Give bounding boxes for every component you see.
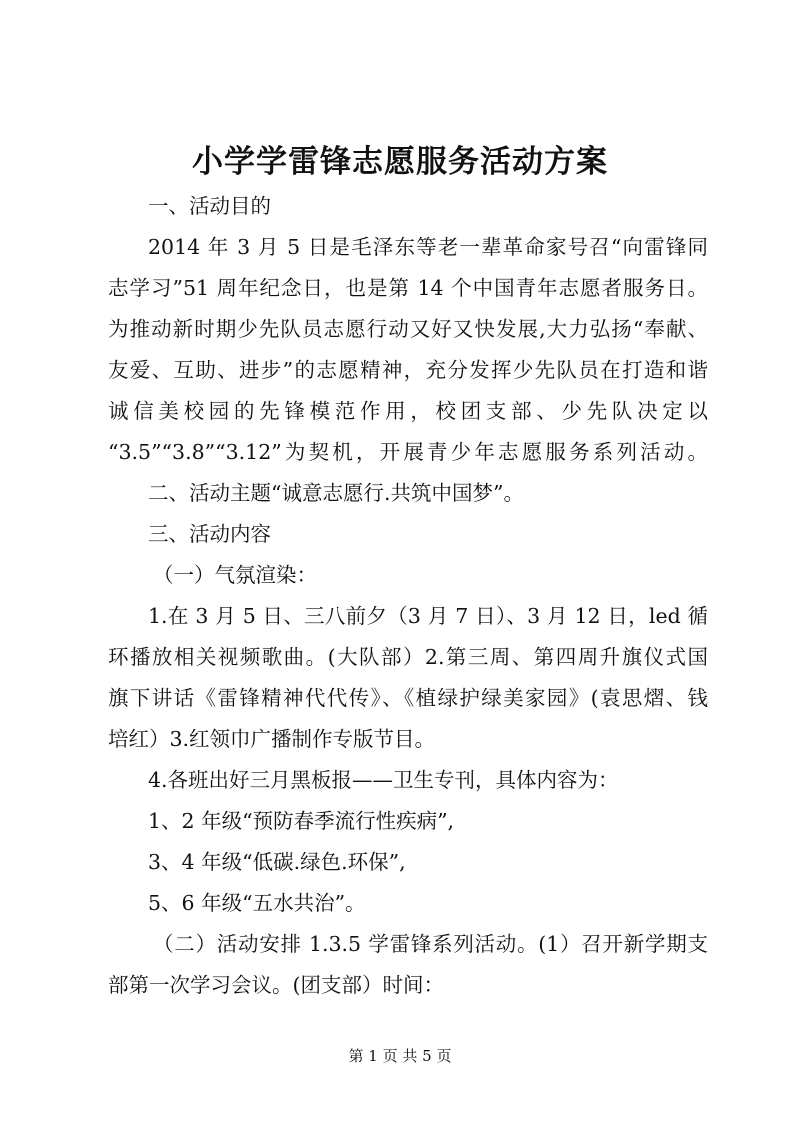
paragraph-line: 环播放相关视频歌曲。(大队部）2.第三周、第四周升旗仪式国 bbox=[108, 645, 708, 669]
paragraph-line: 培红）3.红领巾广播制作专版节目。 bbox=[108, 727, 436, 751]
page-footer: 第 1 页 共 5 页 bbox=[348, 1047, 452, 1065]
paragraph-line: 2014 年 3 月 5 日是毛泽东等老一辈革命家号召“向雷锋同 bbox=[148, 235, 708, 259]
paragraph-line: 志学习”51 周年纪念日，也是第 14 个中国青年志愿者服务日。 bbox=[108, 276, 708, 300]
paragraph-line: “3.5”“3.8”“3.12”为契机，开展青少年志愿服务系列活动。 bbox=[108, 440, 708, 464]
paragraph-line: 旗下讲话《雷锋精神代代传》、《植绿护绿美家园》(袁思熠、钱 bbox=[108, 686, 708, 710]
paragraph-line: 诚信美校园的先锋模范作用，校团支部、少先队决定以 bbox=[108, 399, 708, 423]
paragraph-line: 1.在 3 月 5 日、三八前夕（3 月 7 日）、3 月 12 日，led 循 bbox=[148, 604, 708, 628]
subsection-heading-arrangement: （二）活动安排 1.3.5 学雷锋系列活动。(1）召开新学期支 bbox=[153, 932, 708, 956]
section-heading-theme: 二、活动主题“诚意志愿行.共筑中国梦”。 bbox=[148, 481, 524, 505]
document-title: 小学学雷锋志愿服务活动方案 bbox=[192, 144, 608, 180]
document-body bbox=[108, 186, 708, 1006]
list-item: 5、6 年级“五水共治”。 bbox=[148, 891, 366, 915]
list-item: 3、4 年级“低碳.绿色.环保”, bbox=[148, 850, 406, 874]
list-item: 1、2 年级“预防春季流行性疾病”, bbox=[148, 809, 455, 833]
section-heading-content: 三、活动内容 bbox=[148, 522, 271, 546]
paragraph-line: 为推动新时期少先队员志愿行动又好又快发展,大力弘扬“奉献、 bbox=[108, 317, 708, 341]
paragraph-line: 友爱、互助、进步”的志愿精神，充分发挥少先队员在打造和谐 bbox=[108, 358, 708, 382]
section-heading-purpose: 一、活动目的 bbox=[148, 194, 271, 218]
subsection-heading-atmosphere: （一）气氛渲染： bbox=[153, 563, 317, 587]
paragraph-line: 4.各班出好三月黑板报——卫生专刊，具体内容为： bbox=[148, 768, 619, 792]
paragraph-line: 部第一次学习会议。(团支部）时间： bbox=[108, 973, 444, 997]
